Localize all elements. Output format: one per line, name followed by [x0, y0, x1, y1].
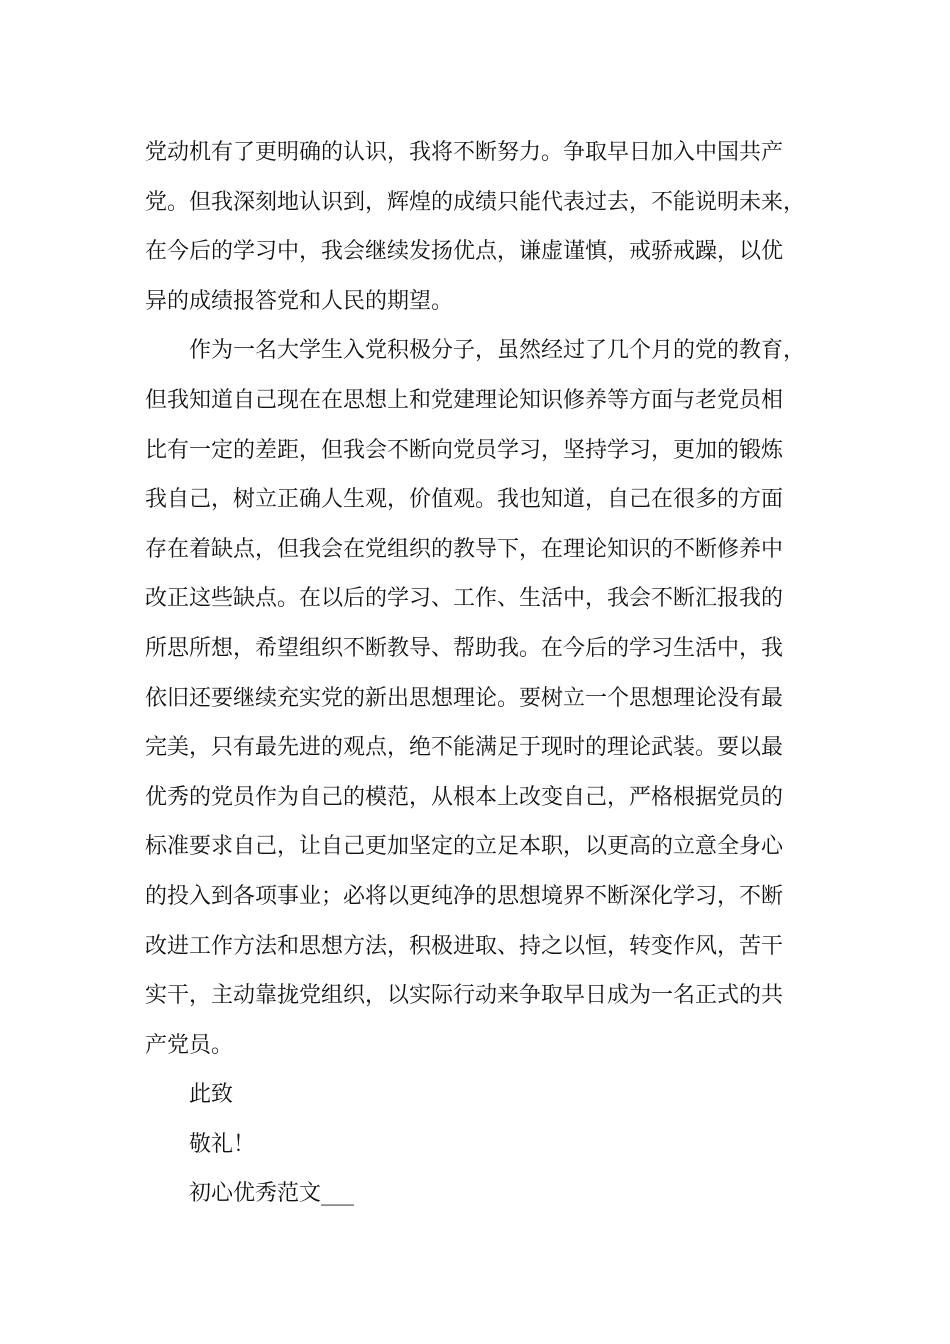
text-line: 党。但我深刻地认识到，辉煌的成绩只能代表过去，不能说明未来， [145, 189, 806, 215]
text-line: 我自己，树立正确人生观，价值观。我也知道，自己在很多的方面 [145, 487, 784, 513]
text-line: 作为一名大学生入党积极分子，虽然经过了几个月的党的教育， [189, 338, 806, 364]
paragraph-2 [145, 326, 835, 1070]
text-line: 的投入到各项事业；必将以更纯净的思想境界不断深化学习，不断 [145, 883, 784, 909]
text-line: 在今后的学习中，我会继续发扬优点，谦虚谨慎，戒骄戒躁，以优 [145, 239, 784, 265]
text-line: 改正这些缺点。在以后的学习、工作、生活中，我会不断汇报我的 [145, 586, 784, 612]
text-line: 实干，主动靠拢党组织，以实际行动来争取早日成为一名正式的共 [145, 983, 784, 1009]
text-line: 优秀的党员作为自己的模范，从根本上改变自己，严格根据党员的 [145, 784, 784, 810]
letter-body [145, 128, 835, 1219]
text-line: 但我知道自己现在在思想上和党建理论知识修养等方面与老党员相 [145, 387, 784, 413]
text-line: 比有一定的差距，但我会不断向党员学习，坚持学习，更加的锻炼 [145, 437, 784, 463]
signature-line: 初心优秀范文___ [189, 1181, 355, 1207]
text-line: 所思所想，希望组织不断教导、帮助我。在今后的学习生活中，我 [145, 635, 784, 661]
text-line: 改进工作方法和思想方法，积极进取、持之以恒，转变作风，苦干 [145, 933, 784, 959]
text-line: 存在着缺点，但我会在党组织的教导下，在理论知识的不断修养中 [145, 536, 784, 562]
salutation-line-2: 敬礼！ [189, 1131, 256, 1157]
paragraph-1 [145, 128, 835, 326]
text-line: 产党员。 [145, 1032, 234, 1058]
text-line: 标准要求自己，让自己更加坚定的立足本职，以更高的立意全身心 [145, 834, 784, 860]
salutation-line-1: 此致 [189, 1082, 234, 1108]
text-line: 异的成绩报答党和人民的期望。 [145, 288, 454, 314]
text-line: 党动机有了更明确的认识，我将不断努力。争取早日加入中国共产 [145, 140, 784, 165]
closing [145, 1070, 835, 1219]
text-line: 完美，只有最先进的观点，绝不能满足于现时的理论武装。要以最 [145, 735, 784, 761]
text-line: 依旧还要继续充实党的新出思想理论。要树立一个思想理论没有最 [145, 685, 784, 711]
